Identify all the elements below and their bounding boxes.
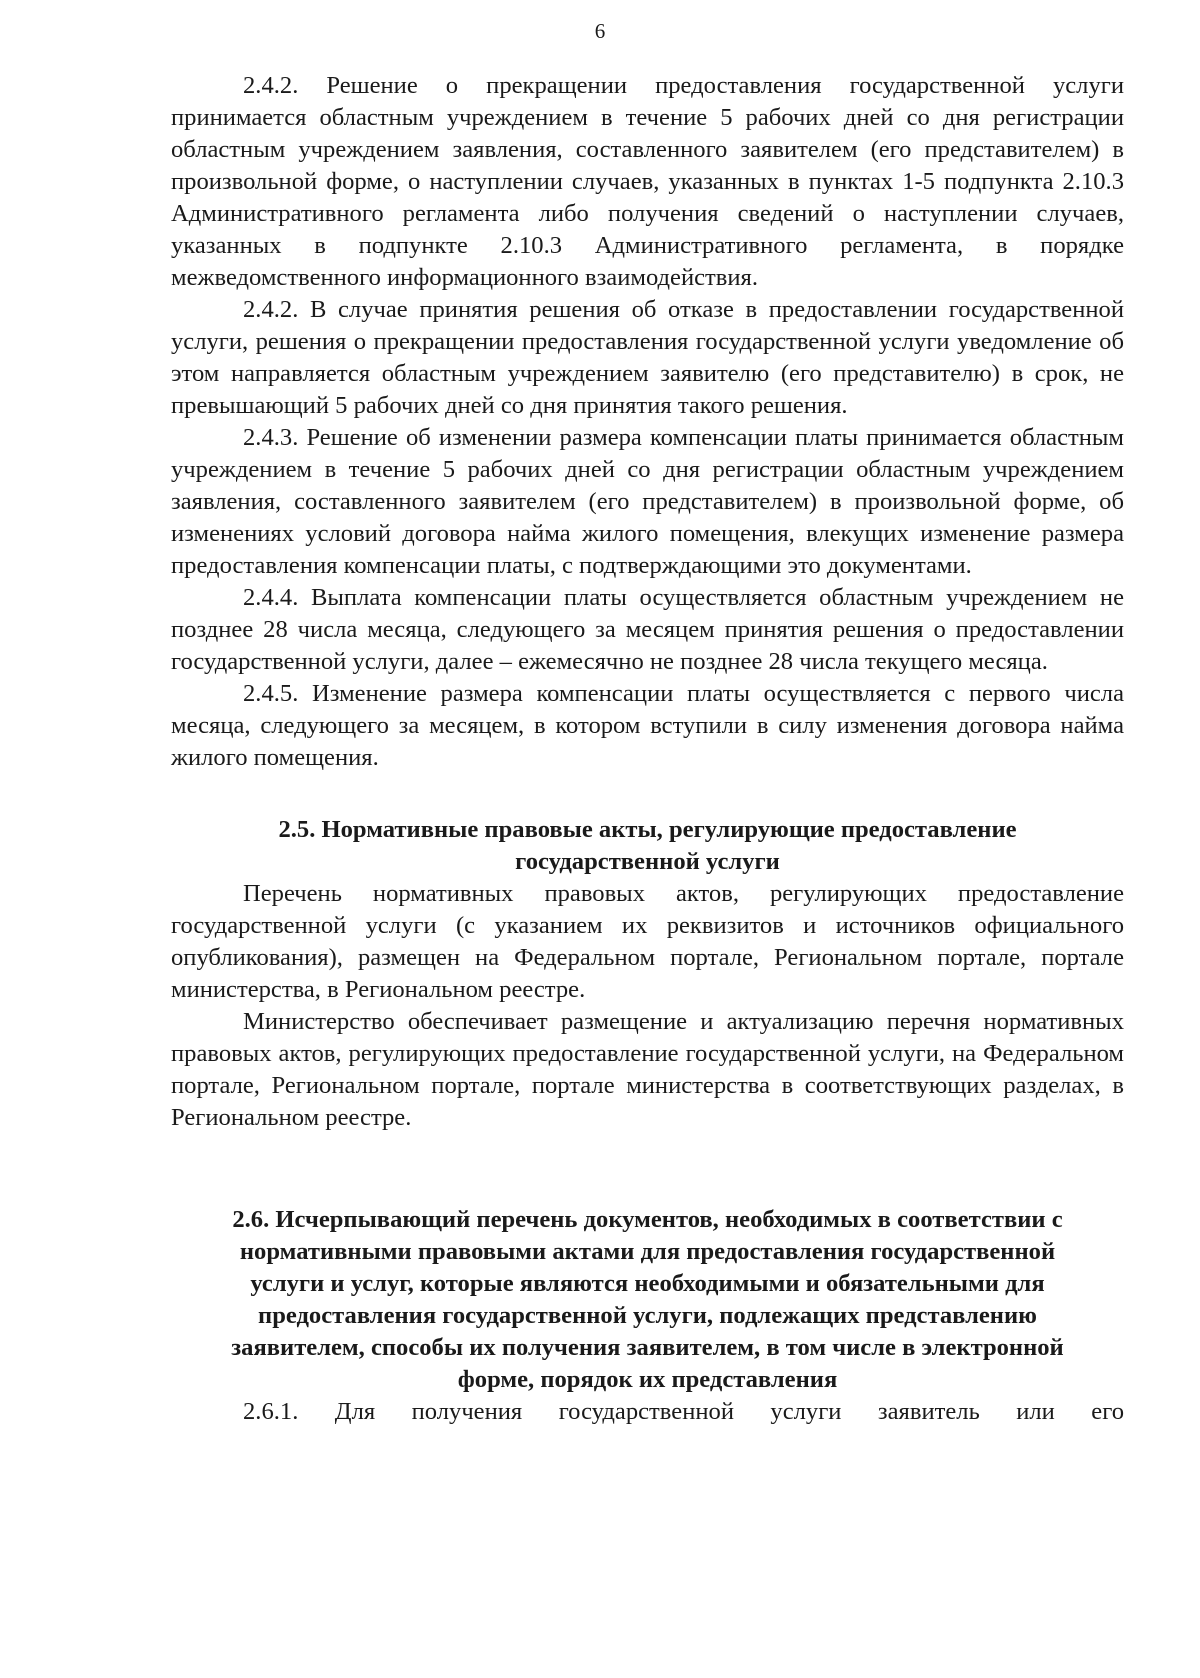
section-2-6-heading-line: форме, порядок их представления bbox=[457, 1366, 838, 1393]
document-body bbox=[171, 70, 1124, 1428]
paragraph-2-5-list: Перечень нормативных правовых актов, регулирующих предоставление государственной услуги (с указанием их реквизитов и источников официального опубликования), размещен на Федеральном портале, Региональном портале, портале министерства, в Региональном реестре. bbox=[171, 880, 1124, 1003]
paragraph-2-4-2-termination: 2.4.2. Решение о прекращении предоставления государственной услуги принимается областным учреждением в течение 5 рабочих дней со дня регистрации областным учреждением заявления, составленного заявителем (его представителем) в произвольной форме, о наступлении случаев, указанных в пунктах 1-5 подпункта 2.10.3 Административного регламента либо получения сведений о наступлении случаев, указанных в подпункте 2.10.3 Административного регламента, в порядке межведомственного информационного взаимодействия. bbox=[171, 72, 1124, 291]
paragraph-2-4-5: 2.4.5. Изменение размера компенсации платы осуществляется с первого числа месяца, следующего за месяцем, в котором вступили в силу изменения договора найма жилого помещения. bbox=[171, 680, 1124, 771]
paragraph-2-4-3: 2.4.3. Решение об изменении размера компенсации платы принимается областным учреждением в течение 5 рабочих дней со дня регистрации областным учреждением заявления, составленного заявителем (его представителем) в произвольной форме, об изменениях условий договора найма жилого помещения, влекущих изменение размера предоставления компенсации платы, с подтверждающими это документами. bbox=[171, 424, 1124, 579]
section-2-6-heading-line: предоставления государственной услуги, подлежащих представлению bbox=[258, 1302, 1037, 1329]
page-number: 6 bbox=[594, 19, 606, 43]
section-2-6-heading bbox=[171, 1204, 1124, 1396]
section-2-5-heading bbox=[171, 814, 1124, 878]
paragraph-2-5-ministry: Министерство обеспечивает размещение и актуализацию перечня нормативных правовых актов, регулирующих предоставление государственной услуги, на Федеральном портале, Региональном портале, портале министерства в соответствующих разделах, в Региональном реестре. bbox=[171, 1008, 1124, 1131]
section-2-6-heading-line: нормативными правовыми актами для предоставления государственной bbox=[239, 1238, 1056, 1265]
section-2-6-heading-line: заявителем, способы их получения заявителем, в том числе в электронной bbox=[231, 1334, 1064, 1361]
paragraph-2-6-1: 2.6.1. Для получения государственной услуги заявитель или его bbox=[243, 1398, 1124, 1425]
section-2-5-heading-line: 2.5. Нормативные правовые акты, регулирующие предоставление bbox=[278, 816, 1017, 843]
section-2-5-heading-line: государственной услуги bbox=[515, 848, 780, 875]
paragraph-2-4-2-refusal-notice: 2.4.2. В случае принятия решения об отказе в предоставлении государственной услуги, решения о прекращении предоставления государственной услуги уведомление об этом направляется областным учреждением заявителю (его представителю) в срок, не превышающий 5 рабочих дней со дня принятия такого решения. bbox=[171, 296, 1124, 419]
paragraph-2-4-4: 2.4.4. Выплата компенсации платы осуществляется областным учреждением не позднее 28 числа месяца, следующего за месяцем принятия решения о предоставлении государственной услуги, далее – ежемесячно не позднее 28 числа текущего месяца. bbox=[171, 584, 1124, 675]
section-2-6-heading-line: услуги и услуг, которые являются необходимыми и обязательными для bbox=[250, 1270, 1045, 1297]
section-2-6-heading-line: 2.6. Исчерпывающий перечень документов, необходимых в соответствии с bbox=[232, 1206, 1063, 1233]
